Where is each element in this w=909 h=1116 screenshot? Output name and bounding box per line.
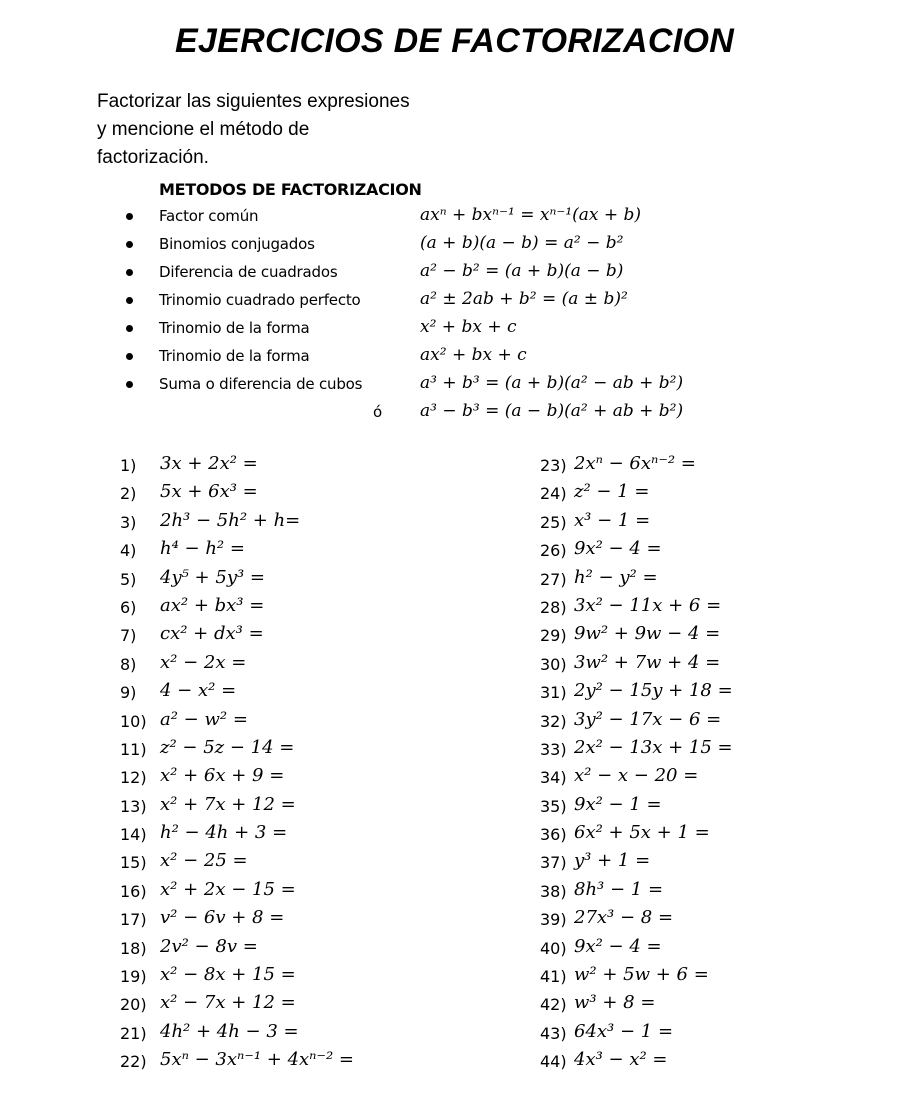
exercise-expression: h² − 4h + 3 = bbox=[160, 822, 288, 844]
exercise-number: 7) bbox=[120, 626, 137, 646]
method-name: Factor común bbox=[159, 207, 259, 225]
method-formula: a³ + b³ = (a + b)(a² − ab + b²) bbox=[420, 373, 684, 393]
exercise-number: 6) bbox=[120, 597, 137, 617]
exercise-expression: h² − y² = bbox=[574, 566, 658, 588]
exercise-expression: 9x² − 4 = bbox=[574, 935, 662, 957]
method-item bbox=[0, 288, 909, 316]
exercise-expression: z² − 5z − 14 = bbox=[160, 736, 295, 758]
exercise-expression: 9x² − 1 = bbox=[574, 793, 662, 815]
exercise-number: 33) bbox=[540, 739, 567, 759]
exercise-expression: 2y² − 15y + 18 = bbox=[574, 680, 733, 702]
exercise-number: 30) bbox=[540, 654, 567, 674]
exercise-expression: 5xⁿ − 3xⁿ⁻¹ + 4xⁿ⁻² = bbox=[160, 1049, 354, 1071]
method-name: Diferencia de cuadrados bbox=[159, 263, 338, 281]
bullet-icon bbox=[126, 353, 133, 360]
method-name: Suma o diferencia de cubos bbox=[159, 375, 363, 393]
exercise-number: 44) bbox=[540, 1052, 567, 1072]
exercise-number: 16) bbox=[120, 881, 147, 901]
bullet-icon bbox=[126, 213, 133, 220]
method-name: Trinomio de la forma bbox=[159, 347, 310, 365]
exercise-expression: x² + 7x + 12 = bbox=[160, 793, 296, 815]
bullet-icon bbox=[126, 241, 133, 248]
method-name: Binomios conjugados bbox=[159, 235, 315, 253]
exercise-expression: z² − 1 = bbox=[574, 481, 650, 503]
exercise-number: 38) bbox=[540, 881, 567, 901]
exercise-number: 31) bbox=[540, 683, 567, 703]
exercise-number: 37) bbox=[540, 853, 567, 873]
exercise-expression: 3x² − 11x + 6 = bbox=[574, 594, 722, 616]
exercise-number: 12) bbox=[120, 768, 147, 788]
exercise-number: 2) bbox=[120, 484, 137, 504]
method-formula: (a + b)(a − b) = a² − b² bbox=[420, 233, 624, 253]
exercise-number: 24) bbox=[540, 484, 567, 504]
method-name: Trinomio de la forma bbox=[159, 319, 310, 337]
exercise-number: 13) bbox=[120, 796, 147, 816]
exercise-number: 20) bbox=[120, 995, 147, 1015]
method-item bbox=[0, 260, 909, 288]
method-item bbox=[0, 372, 909, 400]
exercise-expression: 9w² + 9w − 4 = bbox=[574, 623, 721, 645]
exercise-expression: h⁴ − h² = bbox=[160, 538, 245, 560]
exercise-expression: 6x² + 5x + 1 = bbox=[574, 822, 710, 844]
exercise-expression: 5x + 6x³ = bbox=[160, 481, 258, 503]
exercise-expression: v² − 6v + 8 = bbox=[160, 907, 285, 929]
exercise-expression: 27x³ − 8 = bbox=[574, 907, 674, 929]
exercise-number: 40) bbox=[540, 938, 567, 958]
method-formula: a² − b² = (a + b)(a − b) bbox=[420, 261, 624, 281]
exercise-number: 41) bbox=[540, 967, 567, 987]
exercise-expression: x² + 2x − 15 = bbox=[160, 878, 296, 900]
exercise-expression: y³ + 1 = bbox=[574, 850, 651, 872]
exercise-number: 32) bbox=[540, 711, 567, 731]
exercise-number: 10) bbox=[120, 711, 147, 731]
exercise-expression: a² − w² = bbox=[160, 708, 248, 730]
exercise-number: 43) bbox=[540, 1023, 567, 1043]
alt-method-label: ó bbox=[373, 403, 383, 421]
method-item bbox=[0, 232, 909, 260]
exercise-expression: x² + 6x + 9 = bbox=[160, 765, 285, 787]
exercise-expression: w³ + 8 = bbox=[574, 992, 656, 1014]
method-item bbox=[0, 204, 909, 232]
instructions-line: Factorizar las siguientes expresiones bbox=[97, 91, 410, 112]
method-formula: a² ± 2ab + b² = (a ± b)² bbox=[420, 289, 628, 309]
exercise-expression: 2h³ − 5h² + h= bbox=[160, 509, 301, 531]
bullet-icon bbox=[126, 297, 133, 304]
exercise-number: 29) bbox=[540, 626, 567, 646]
method-formula: x² + bx + c bbox=[420, 317, 517, 337]
exercise-expression: 3w² + 7w + 4 = bbox=[574, 651, 721, 673]
exercise-number: 15) bbox=[120, 853, 147, 873]
instructions-line: y mencione el método de bbox=[97, 119, 310, 140]
exercise-number: 25) bbox=[540, 512, 567, 532]
bullet-icon bbox=[126, 381, 133, 388]
exercise-number: 14) bbox=[120, 825, 147, 845]
methods-list bbox=[0, 204, 909, 428]
exercise-number: 8) bbox=[120, 654, 137, 674]
method-item bbox=[0, 344, 909, 372]
exercise-expression: 4x³ − x² = bbox=[574, 1049, 668, 1071]
exercise-number: 23) bbox=[540, 456, 567, 475]
exercise-number: 4) bbox=[120, 541, 137, 561]
exercise-number: 21) bbox=[120, 1023, 147, 1043]
exercise-number: 39) bbox=[540, 910, 567, 930]
bullet-icon bbox=[126, 325, 133, 332]
methods-heading: METODOS DE FACTORIZACION bbox=[159, 180, 422, 199]
instructions bbox=[97, 88, 457, 172]
exercise-number: 11) bbox=[120, 739, 147, 759]
exercise-expression: 2xⁿ − 6xⁿ⁻² = bbox=[574, 453, 696, 474]
alt-method-formula: a³ − b³ = (a − b)(a² + ab + b²) bbox=[420, 401, 684, 421]
exercise-number: 36) bbox=[540, 825, 567, 845]
exercise-expression: w² + 5w + 6 = bbox=[574, 964, 709, 986]
method-formula: axⁿ + bxⁿ⁻¹ = xⁿ⁻¹(ax + b) bbox=[420, 205, 642, 225]
method-formula: ax² + bx + c bbox=[420, 345, 527, 365]
bullet-icon bbox=[126, 269, 133, 276]
exercise-expression: 2x² − 13x + 15 = bbox=[574, 736, 733, 758]
exercise-number: 28) bbox=[540, 597, 567, 617]
exercise-expression: x² − 2x = bbox=[160, 651, 247, 673]
exercise-expression: x³ − 1 = bbox=[574, 509, 651, 531]
exercise-expression: 9x² − 4 = bbox=[574, 538, 662, 560]
exercise-number: 34) bbox=[540, 768, 567, 788]
exercise-expression: 4 − x² = bbox=[160, 680, 237, 702]
exercise-number: 19) bbox=[120, 967, 147, 987]
exercise-expression: 2v² − 8v = bbox=[160, 935, 258, 957]
exercise-number: 27) bbox=[540, 569, 567, 589]
exercise-expression: x² − x − 20 = bbox=[574, 765, 699, 787]
exercise-expression: 64x³ − 1 = bbox=[574, 1020, 674, 1042]
exercise-number: 42) bbox=[540, 995, 567, 1015]
instructions-line: factorización. bbox=[97, 147, 209, 168]
exercise-expression: ax² + bx³ = bbox=[160, 594, 265, 616]
exercise-number: 26) bbox=[540, 541, 567, 561]
method-name: Trinomio cuadrado perfecto bbox=[159, 291, 361, 309]
exercise-number: 3) bbox=[120, 512, 137, 532]
exercise-expression: cx² + dx³ = bbox=[160, 623, 264, 645]
exercise-expression: 8h³ − 1 = bbox=[574, 878, 664, 900]
exercise-number: 1) bbox=[120, 456, 137, 475]
page-title: EJERCICIOS DE FACTORIZACION bbox=[174, 22, 735, 60]
exercise-number: 18) bbox=[120, 938, 147, 958]
exercise-expression: 3x + 2x² = bbox=[160, 453, 258, 474]
exercise-expression: x² − 25 = bbox=[160, 850, 248, 872]
alt-method-item bbox=[0, 400, 909, 428]
exercise-expression: 3y² − 17x − 6 = bbox=[574, 708, 722, 730]
exercise-expression: 4y⁵ + 5y³ = bbox=[160, 566, 266, 588]
exercise-number: 9) bbox=[120, 683, 137, 703]
exercise-number: 5) bbox=[120, 569, 137, 589]
exercise-expression: x² − 7x + 12 = bbox=[160, 992, 296, 1014]
exercise-number: 22) bbox=[120, 1052, 147, 1072]
exercise-expression: 4h² + 4h − 3 = bbox=[160, 1020, 299, 1042]
exercise-number: 35) bbox=[540, 796, 567, 816]
exercise-number: 17) bbox=[120, 910, 147, 930]
method-item bbox=[0, 316, 909, 344]
exercise-expression: x² − 8x + 15 = bbox=[160, 964, 296, 986]
